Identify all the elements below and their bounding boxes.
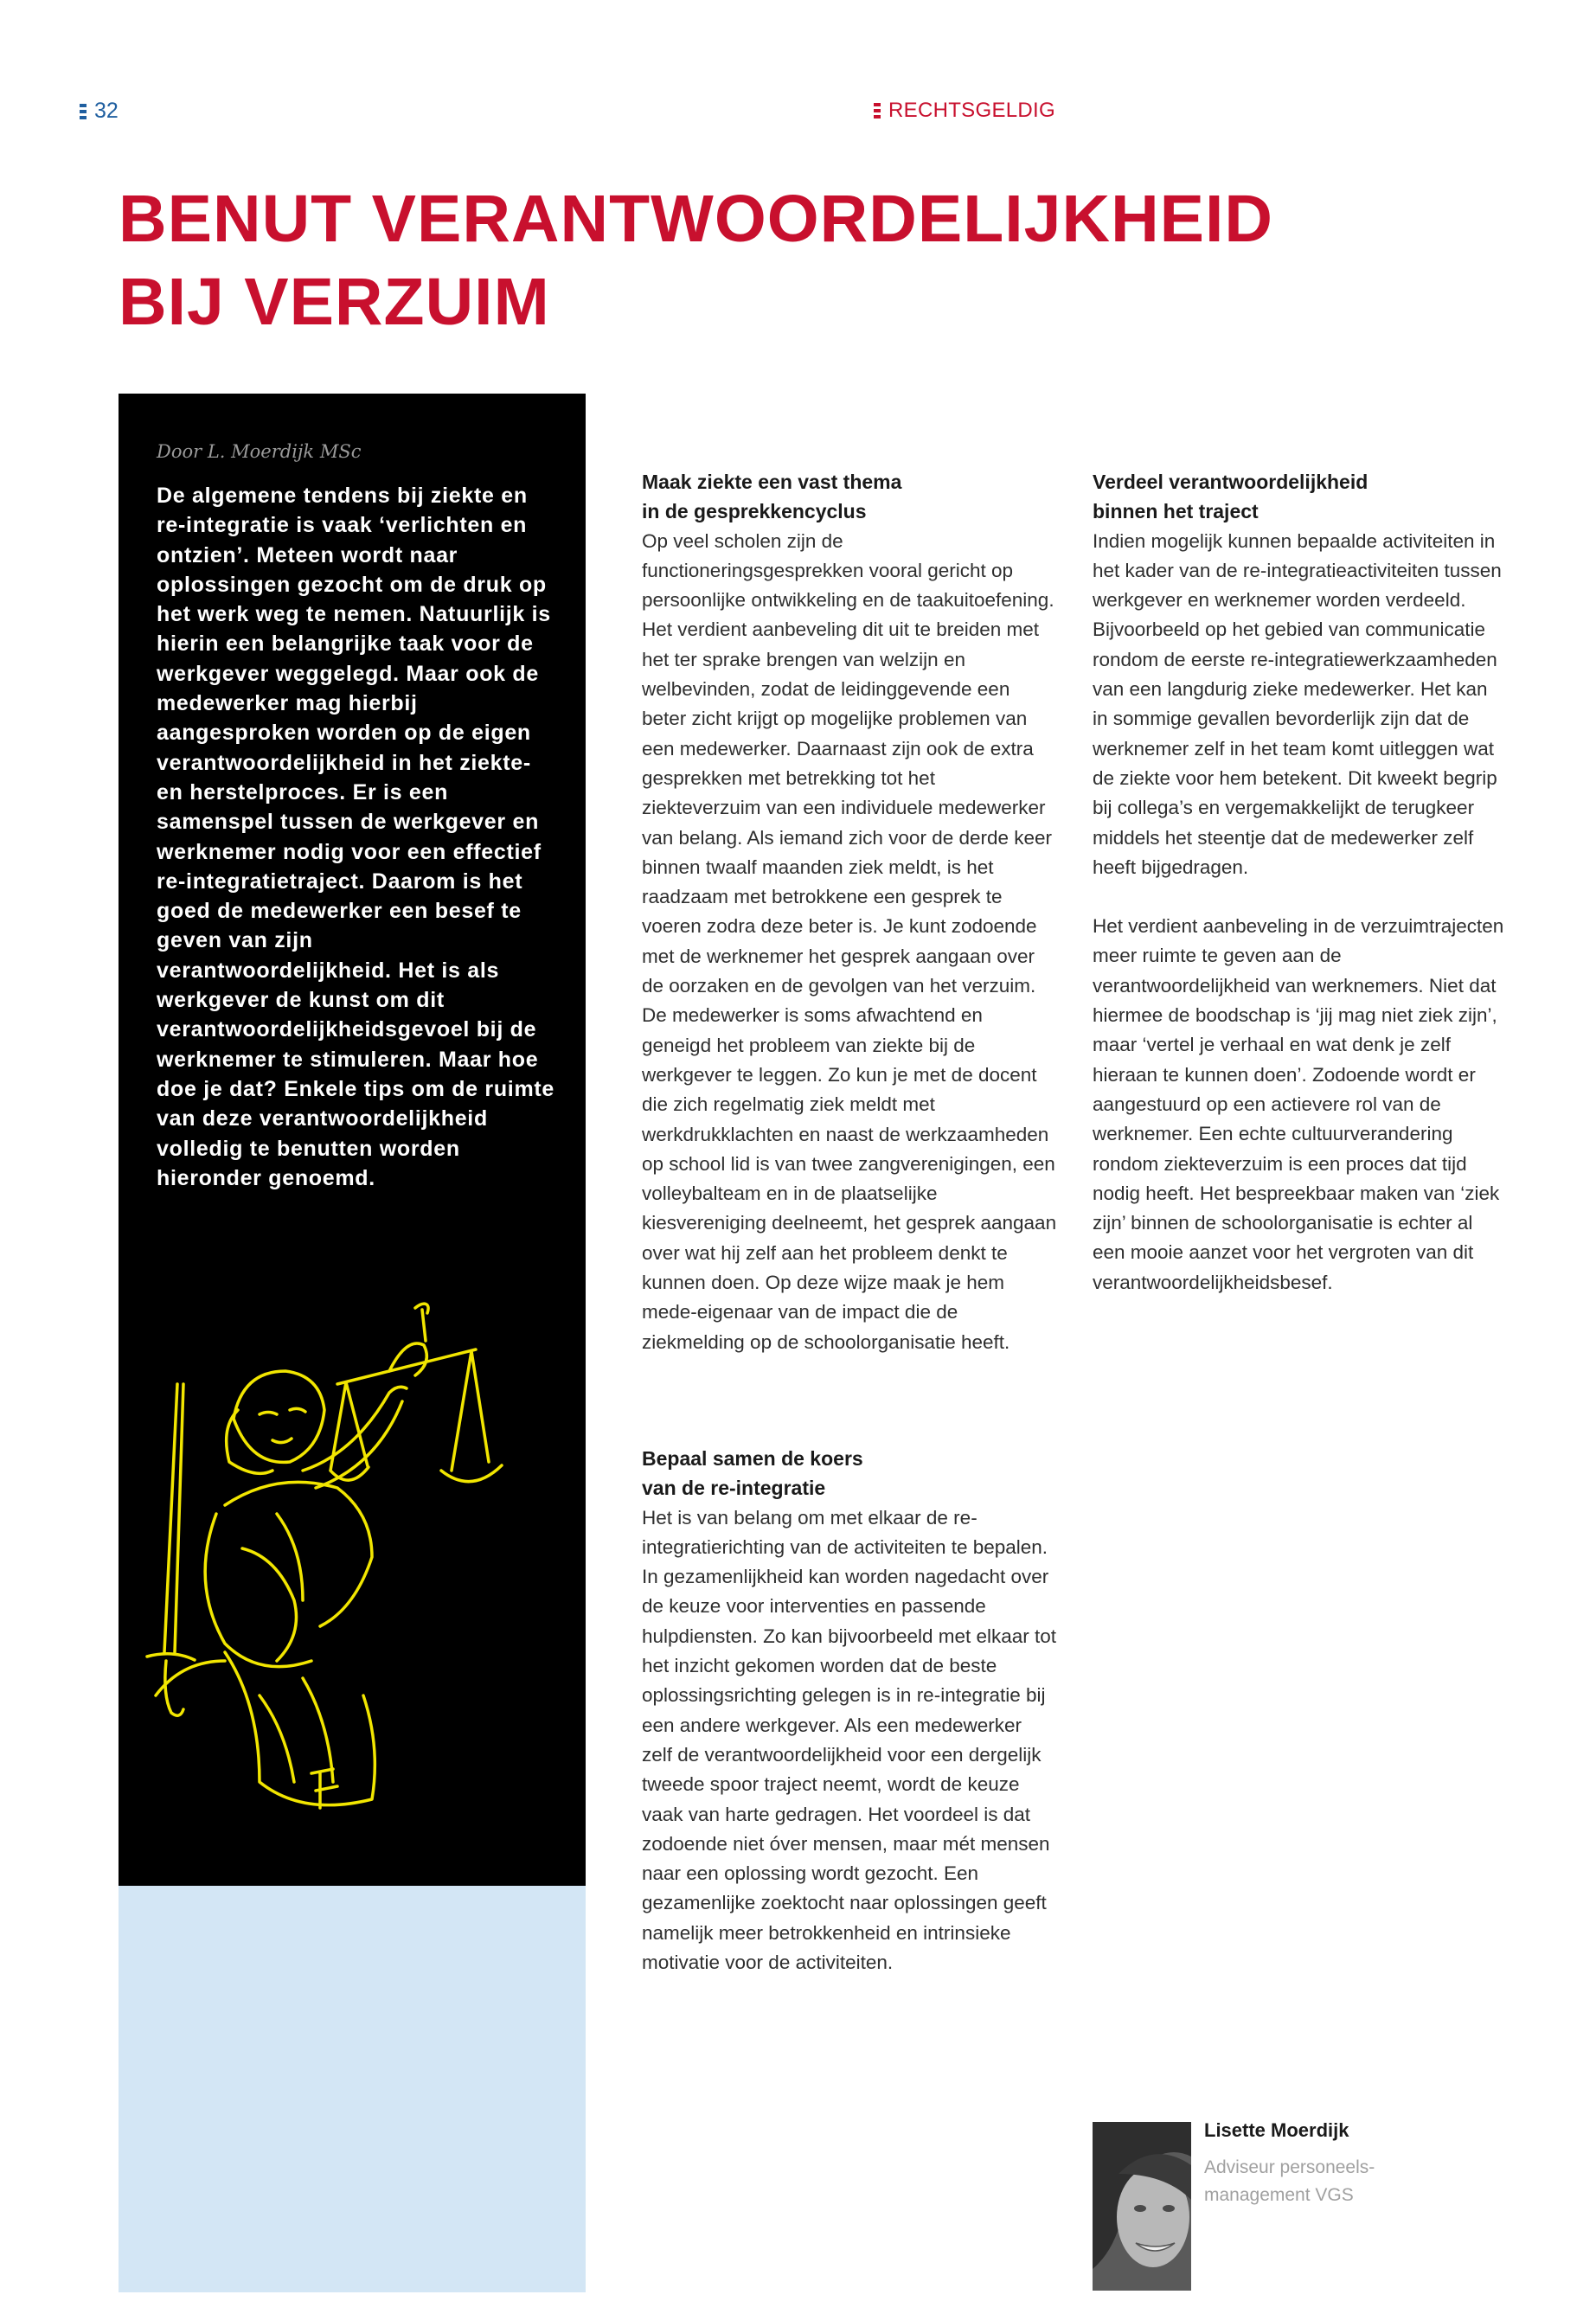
section-koers-reintegratie <box>642 1444 1057 1977</box>
intro-text: De algemene tendens bij ziekte en re-integratie is vaak ‘verlichten en ontzien’. Meteen wordt naar oplossingen gezocht om de druk op het werk weg te nemen. Natuurlijk is hierin een belangrijke taak voor de werkgever weggelegd. Maar ook de medewerker mag hierbij aangesproken worden op de eigen verantwoordelijkheid in het ziekte- en herstelproces. Er is een samenspel tussen de werkgever en werknemer nodig voor een effectief re-integratietraject. Daarom is het goed de medewerker een besef te geven van zijn verantwoordelijkheid. Het is als werkgever de kunst om dit verantwoordelijkheidsgevoel bij de werknemer te stimuleren. Maar hoe doe je dat? Enkele tips om de ruimte van deze verantwoordelijkheid volledig te benutten worden hieronder genoemd. <box>157 484 555 1190</box>
section-heading: Verdeel verantwoordelijkheid binnen het traject <box>1093 471 1368 523</box>
author-portrait-icon <box>1093 2122 1191 2291</box>
section-label-text: RECHTSGELDIG <box>888 99 1055 122</box>
section-body: Het is van belang om met elkaar de re-integratierichting van de activiteiten te bepalen. In gezamenlijkheid kan worden nagedacht over de keuze voor interventies en passende hulpdiensten. Zo kan bijvoorbeeld met elkaar tot het inzicht gekomen worden dat de beste oplossingsrichting gelegen is in re-integratie bij een andere werkgever. Als een medewerker zelf de verantwoordelijkheid voor een dergelijk tweede spoor traject neemt, wordt de keuze vaak van harte gedragen. Het voordeel is dat zodoende niet óver mensen, maar mét mensen naar een oplossing wordt gezocht. Een gezamenlijke zoektocht naar oplossingen geeft namelijk meer betrokkenheid en intrinsieke motivatie voor de activiteiten. <box>642 1506 1057 1974</box>
section-marker-icon <box>874 103 881 119</box>
byline: Door L. Moerdijk MSc <box>157 441 362 462</box>
section-label <box>874 99 1055 123</box>
section-body-2: Het verdient aanbeveling in de verzuimtrajecten meer ruimte te geven aan de verantwoordelijkheid van werknemers. Niet dat hiermee de boodschap is ‘jij mag niet ziek zijn’, maar ‘vertel je verhaal en wat denk je zelf hieraan te kunnen doen’. Zodoende wordt er aangestuurd op een actievere rol van de werknemer. Een echte cultuurverandering rondom ziekteverzuim is een proces dat tijd nodig heeft. Het bespreekbaar maken van ‘ziek zijn’ binnen de schoolorganisatie is echter al een mooie aanzet voor het vergroten van dit verantwoordelijkheidsbesef. <box>1093 915 1504 1293</box>
section-verdeel-verantwoordelijkheid <box>1093 467 1508 1298</box>
lady-justice-icon <box>130 1289 580 1877</box>
author-photo <box>1093 2122 1191 2291</box>
page-title-line-2: BIJ VERZUIM <box>119 265 550 339</box>
section-heading: Maak ziekte een vast thema in de gesprekkencyclus <box>642 471 902 523</box>
author-role: Adviseur personeels- management VGS <box>1204 2157 1375 2205</box>
section-body: Op veel scholen zijn de functioneringsgesprekken vooral gericht op persoonlijke ontwikkeling en de taakuitoefening. Het verdient aanbeveling dit uit te breiden met het ter sprake brengen van welzijn en welbevinden, zodat de leidinggevende een beter zicht krijgt op mogelijke problemen van een medewerker. Daarnaast zijn ook de extra gesprekken met betrekking tot het ziekteverzuim van een individuele medewerker van belang. Als iemand zich voor de derde keer binnen twaalf maanden ziek meldt, is het raadzaam met betrokkene een gesprek te voeren zodra deze beter is. Je kunt zodoende met de werknemer het gesprek aangaan over de oorzaken en de gevolgen van het verzuim. De medewerker is soms afwachtend en geneigd het probleem van ziekte bij de werkgever te leggen. Zo kun je met de docent die zich regelmatig ziek meldt met werkdrukklachten en naast de werkzaamheden op school lid is van twee zangverenigingen, een volleybalteam en in de plaatselijke kiesvereniging deelneemt, het gesprek aangaan over wat hij zelf aan het probleem denkt te kunnen doen. Op deze wijze maak je hem mede-eigenaar van de impact die de ziekmelding op de schoolorganisatie heeft. <box>642 529 1057 1353</box>
page-number-marker-icon <box>80 104 87 119</box>
section-ziekte-gesprekkencyclus <box>642 467 1057 1357</box>
page-title-line-1: BENUT VERANTWOORDELIJKHEID <box>119 182 1274 256</box>
sidebar-footer-block <box>119 1886 586 2292</box>
section-heading: Bepaal samen de koers van de re-integratie <box>642 1447 863 1500</box>
section-body: Indien mogelijk kunnen bepaalde activiteiten in het kader van de re-integratieactiviteiten tussen werkgever en werknemer worden verdeeld. Bijvoorbeeld op het gebied van communicatie rondom de eerste re-integratiewerkzaamheden van een langdurig zieke medewerker. Het kan in sommige gevallen bevorderlijk zijn dat de werknemer zelf in het team komt uitleggen wat de ziekte voor hem betekent. Dit kweekt begrip bij collega’s en vergemakkelijkt de terugkeer middels het steentje dat de medewerker zelf heeft bijgedragen. <box>1093 529 1502 878</box>
page-number <box>80 99 119 124</box>
author-name: Lisette Moerdijk <box>1204 2119 1349 2141</box>
page-title <box>119 177 1503 343</box>
page-number-text: 32 <box>94 99 119 123</box>
